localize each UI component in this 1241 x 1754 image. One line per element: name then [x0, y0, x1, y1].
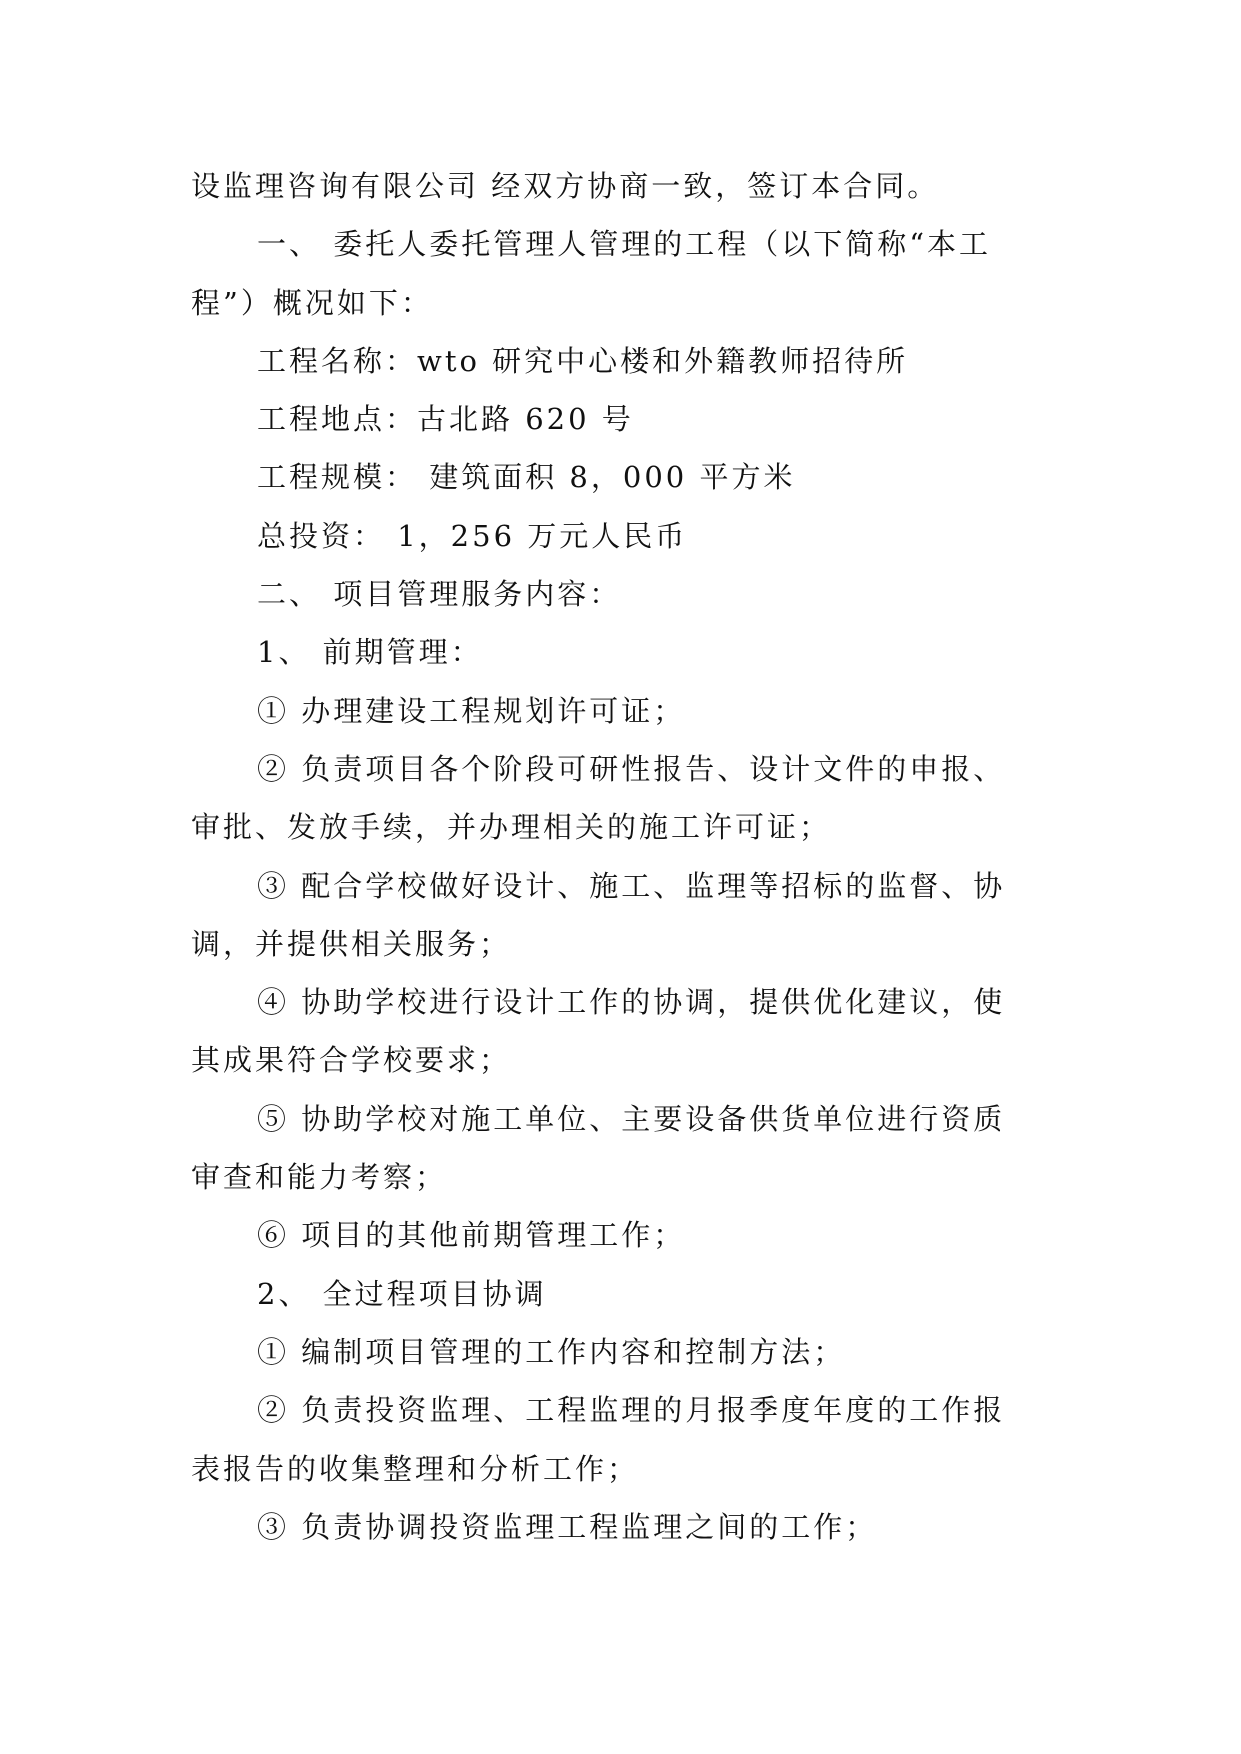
list-item: ② 负责项目各个阶段可研性报告、设计文件的申报、 — [257, 751, 1006, 786]
list-item-cont: 审查和能力考察； — [191, 1160, 448, 1195]
subsection-2-heading: 2、 全过程项目协调 — [257, 1276, 547, 1311]
list-item: ③ 负责协调投资监理工程监理之间的工作； — [257, 1509, 878, 1544]
list-item: ① 办理建设工程规划许可证； — [257, 693, 686, 728]
list-item-cont: 审批、发放手续，并办理相关的施工许可证； — [191, 810, 832, 845]
list-item: ③ 配合学校做好设计、施工、监理等招标的监督、协 — [257, 868, 1006, 903]
subsection-1-heading: 1、 前期管理： — [257, 635, 483, 670]
list-item: ⑥ 项目的其他前期管理工作； — [257, 1218, 686, 1253]
list-item: ④ 协助学校进行设计工作的协调，提供优化建议，使 — [257, 985, 1006, 1020]
list-item-cont: 调，并提供相关服务； — [191, 926, 512, 961]
list-item-cont: 其成果符合学校要求； — [191, 1043, 512, 1078]
list-item-cont: 表报告的收集整理和分析工作； — [191, 1451, 640, 1486]
project-name: 工程名称：wto 研究中心楼和外籍教师招待所 — [257, 343, 909, 378]
contract-intro-line: 设监理咨询有限公司 经双方协商一致，签订本合同。 — [191, 169, 940, 203]
total-investment: 总投资： 1，256 万元人民币 — [257, 518, 688, 553]
section-two-heading: 二、 项目管理服务内容： — [257, 577, 622, 612]
project-scale: 工程规模： 建筑面积 8，000 平方米 — [257, 460, 796, 495]
document-body — [191, 157, 1056, 1556]
list-item: ⑤ 协助学校对施工单位、主要设备供货单位进行资质 — [257, 1101, 1006, 1136]
section-one-heading-cont: 程”）概况如下： — [191, 285, 433, 320]
list-item: ① 编制项目管理的工作内容和控制方法； — [257, 1334, 846, 1369]
section-one-heading: 一、 委托人委托管理人管理的工程（以下简称“本工 — [257, 227, 992, 262]
project-location: 工程地点：古北路 620 号 — [257, 402, 634, 437]
list-item: ② 负责投资监理、工程监理的月报季度年度的工作报 — [257, 1393, 1006, 1428]
